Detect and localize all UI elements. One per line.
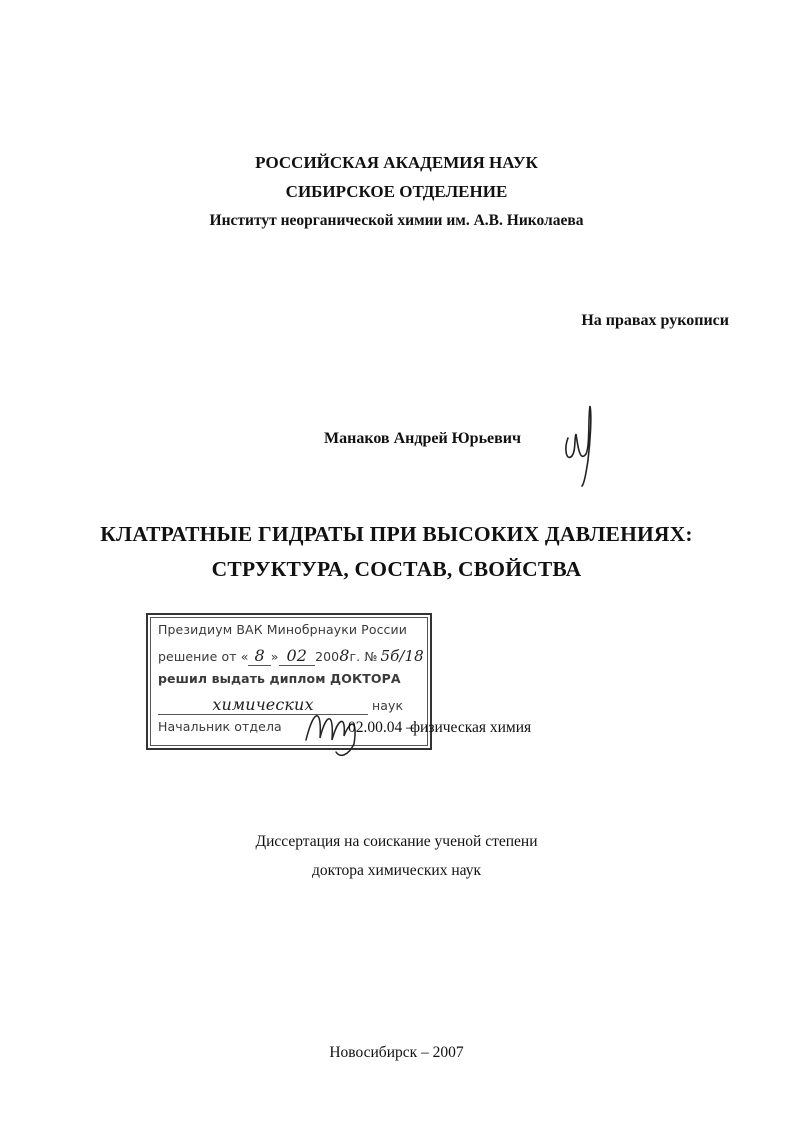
dissertation-degree-line2: доктора химических наук	[312, 862, 481, 879]
stamp-day: 8	[248, 646, 270, 666]
academy-name: РОССИЙСКАЯ АКАДЕМИЯ НАУК	[255, 153, 538, 172]
stamp-year-prefix: 200	[315, 649, 340, 664]
branch-name: СИБИРСКОЕ ОТДЕЛЕНИЕ	[285, 182, 508, 201]
specialty-name: физическая химия	[410, 719, 532, 736]
specialty-code: 02.00.04 –	[348, 719, 414, 736]
stamp-number-label: г. №	[349, 649, 378, 664]
author-name: Манаков Андрей Юрьевич	[324, 430, 522, 447]
dissertation-title-line2: СТРУКТУРА, СОСТАВ, СВОЙСТВА	[211, 557, 582, 581]
stamp-number: 5б/18	[380, 647, 424, 665]
author-signature	[560, 404, 602, 488]
rights-note: На правах рукописи	[581, 312, 729, 329]
stamp-chief-label: Начальник отдела	[158, 719, 282, 734]
stamp-decision-line: решение от « 8 » 02 2008г. № 5б/18	[158, 646, 424, 665]
stamp-presidium: Президиум ВАК Минобрнауки России	[158, 622, 407, 637]
stamp-award-line: решил выдать диплом ДОКТОРА	[158, 671, 401, 686]
stamp-science-suffix: наук	[372, 698, 404, 713]
dissertation-degree-line1: Диссертация на соискание ученой степени	[255, 833, 538, 850]
city-year: Новосибирск – 2007	[329, 1044, 464, 1061]
stamp-year-suffix: 8	[339, 646, 350, 665]
institute-name: Институт неорганической химии им. А.В. Николаева	[209, 212, 584, 229]
stamp-science: химических	[158, 695, 368, 715]
stamp-science-line	[158, 695, 420, 715]
stamp-month: 02	[279, 646, 316, 666]
stamp-decision-prefix: решение от «	[158, 649, 249, 664]
dissertation-title-line1: КЛАТРАТНЫЕ ГИДРАТЫ ПРИ ВЫСОКИХ ДАВЛЕНИЯХ:	[100, 522, 693, 546]
